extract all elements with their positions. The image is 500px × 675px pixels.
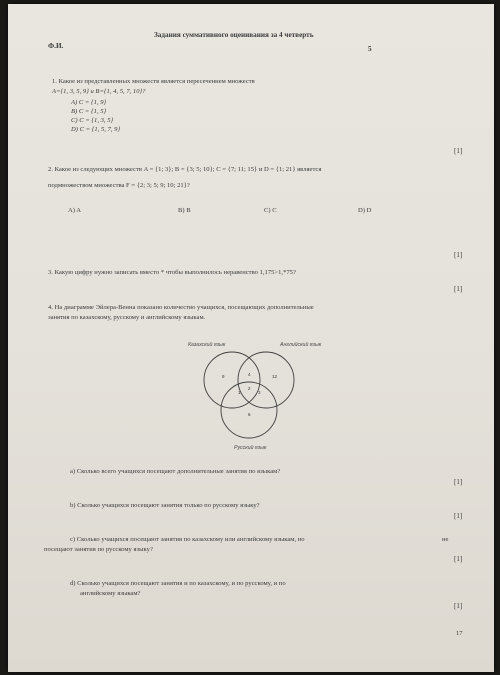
- q4-sub-c-ne: не: [442, 536, 449, 543]
- q2-score: [1]: [454, 251, 463, 259]
- q1-options: [71, 98, 120, 134]
- q3-score: [1]: [454, 285, 463, 293]
- student-name-label: Ф.И.: [48, 42, 64, 50]
- q4-sub-d: d) Сколько учащихся посещают занятия и по казахскому, и по русскому, и по: [70, 580, 286, 587]
- venn-count-kazakh-russian: 1: [238, 390, 241, 395]
- q4-text: 4. На диаграмме Эйлера-Венна показано количество учащихся, посещающих дополнительные: [48, 304, 314, 311]
- venn-label-kazakh: Казахский язык: [188, 342, 226, 348]
- q4-text-line2: занятия по казахскому, русскому и английскому языкам.: [48, 314, 206, 321]
- q1-text: 1. Какое из представленных множеств является пересечением множеств: [52, 78, 255, 85]
- q2-option-a[interactable]: A) A: [68, 207, 82, 214]
- q4-sub-d-line2: английскому языкам?: [80, 590, 141, 597]
- q2-text: 2. Какое из следующих множеств A = {1; 3}; B = {3; 5; 10}; C = {7; 11; 15} и D = {1; 21} является: [48, 166, 322, 173]
- q4b-score: [1]: [454, 512, 463, 520]
- q4-sub-c-line2: посещают занятия по русскому языку?: [44, 546, 153, 553]
- q2-option-d[interactable]: D) D: [358, 207, 372, 214]
- worksheet-page: [8, 4, 494, 672]
- q4-sub-c: c) Сколько учащихся посещают занятия по казахскому или английскому языкам, но: [70, 536, 305, 543]
- q1-option-a[interactable]: A) C = {1, 9}: [71, 99, 107, 106]
- q3-text: 3. Какую цифру нужно записать вместо * чтобы выполнилось неравенство 1,175>1,*75?: [48, 269, 296, 276]
- q4c-score: [1]: [454, 555, 463, 563]
- venn-count-english-only: 12: [272, 374, 278, 379]
- q1-score: [1]: [454, 147, 463, 155]
- kazakh-circle: [204, 352, 260, 408]
- q4-sub-b: b) Сколько учащихся посещают занятия только по русскому языку?: [70, 502, 260, 509]
- q1-option-d[interactable]: D) C = {1, 5, 7, 9}: [71, 126, 121, 133]
- q2-option-b[interactable]: B) B: [178, 207, 191, 214]
- q2-option-c[interactable]: C) C: [264, 207, 277, 214]
- venn-count-kazakh-english: 4: [248, 372, 251, 377]
- q4a-score: [1]: [454, 478, 463, 486]
- venn-count-russian-only: 6: [248, 412, 251, 417]
- venn-diagram: [168, 332, 348, 462]
- english-circle: [238, 352, 294, 408]
- q4-sub-a: a) Сколько всего учащихся посещают дополнительные занятия по языкам?: [70, 468, 281, 475]
- q1-sets: A={1, 3, 5, 9} и B={1, 4, 5, 7, 10}?: [52, 88, 146, 95]
- venn-label-english: Английский язык: [280, 342, 322, 348]
- q2-superset: подмножеством множества F = {2; 3; 5; 9; 10; 21}?: [48, 182, 190, 189]
- venn-label-russian: Русский язык: [234, 445, 267, 451]
- venn-count-english-russian: 3: [258, 390, 261, 395]
- venn-count-all-three: 2: [248, 386, 251, 391]
- page-number: 17: [456, 630, 463, 637]
- grade-number: 5: [368, 45, 372, 53]
- venn-count-kazakh-only: 9: [222, 374, 225, 379]
- q4d-score: [1]: [454, 602, 463, 610]
- q1-option-b[interactable]: B) C = {1, 5}: [71, 108, 107, 115]
- worksheet-title: Задания суммативного оценивания за 4 четверть: [154, 31, 314, 39]
- q1-option-c[interactable]: C) C = {1, 3, 5}: [71, 117, 114, 124]
